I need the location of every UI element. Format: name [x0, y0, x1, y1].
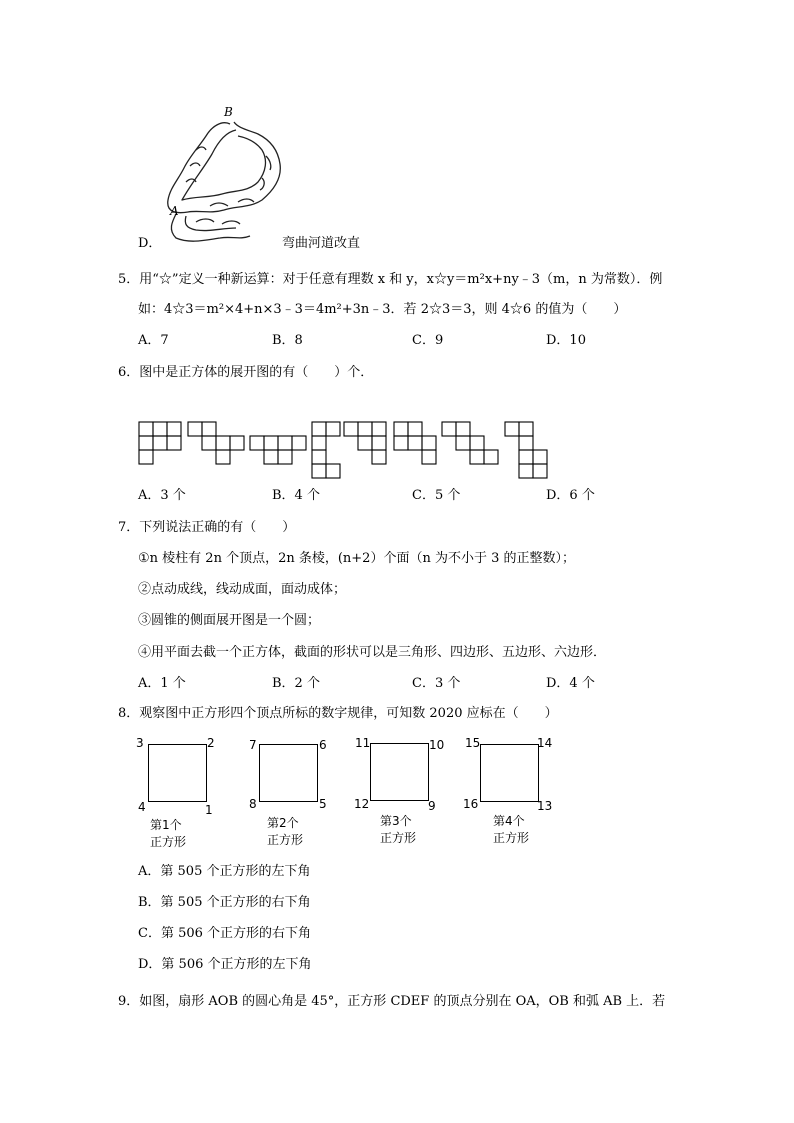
q7-stem: 7．下列说法正确的有（ ）: [118, 520, 296, 535]
q7-statement-4: ④用平面去截一个正方体，截面的形状可以是三角形、四边形、五边形、六边形．: [138, 645, 607, 660]
square-4-caption-2: 正方形: [493, 831, 530, 845]
square-4-bottom-right: 13: [537, 799, 553, 813]
q7-statement-1: ①n 棱柱有 2n 个顶点，2n 条棱，(n+2）个面（n 为不小于 3 的正整数）；: [138, 551, 575, 566]
square-2-bottom-right: 5: [319, 797, 327, 811]
q6-option-a[interactable]: A．3 个: [138, 488, 186, 503]
q7-option-a[interactable]: A．1 个: [138, 676, 186, 691]
square-1-top-right: 2: [207, 736, 215, 750]
square-1: [148, 744, 207, 802]
q6-stem: 6．图中是正方体的展开图的有（ ）个．: [118, 365, 374, 380]
square-2-caption-2: 正方形: [267, 833, 304, 847]
q8-option-d[interactable]: D．第 506 个正方形的左下角: [138, 957, 312, 972]
cube-net-7: [442, 422, 498, 464]
q5-option-b[interactable]: B．8: [272, 333, 303, 348]
square-2: [259, 744, 318, 802]
q7-statement-2: ②点动成线，线动成面，面动成体；: [138, 582, 347, 597]
square-3-caption-2: 正方形: [380, 831, 417, 845]
q4-option-d-label[interactable]: D．: [138, 236, 162, 251]
q8-option-c[interactable]: C．第 506 个正方形的右下角: [138, 926, 312, 941]
cube-net-4: [312, 422, 340, 478]
q5-stem-line1: 5．用“☆”定义一种新运算：对于任意有理数 x 和 y，x☆y＝m²x+ny﹣3（m，n 为常数）．例: [118, 272, 663, 287]
square-1-top-left: 3: [136, 736, 144, 750]
cube-net-6: [394, 422, 436, 464]
q7-option-b[interactable]: B．2 个: [272, 676, 320, 691]
square-1-bottom-right: 1: [205, 803, 213, 817]
point-a-label: A: [170, 204, 179, 218]
square-2-caption-1: 第2个: [267, 816, 299, 830]
square-1-caption-1: 第1个: [150, 818, 182, 832]
square-2-top-left: 7: [249, 738, 257, 752]
q9-stem-line1: 9．如图，扇形 AOB 的圆心角是 45°，正方形 CDEF 的顶点分别在 OA，OB 和弧 AB 上．若: [118, 994, 666, 1009]
q8-option-a[interactable]: A．第 505 个正方形的左下角: [138, 864, 311, 879]
square-3-caption-1: 第3个: [380, 814, 412, 828]
cube-net-5: [344, 422, 386, 464]
q6-option-d[interactable]: D．6 个: [546, 488, 595, 503]
point-b-label: B: [224, 105, 233, 119]
q5-option-a[interactable]: A．7: [138, 333, 169, 348]
q5-option-c[interactable]: C．9: [412, 333, 444, 348]
q4-option-d-text: 弯曲河道改直: [282, 236, 361, 251]
q7-option-d[interactable]: D．4 个: [546, 676, 595, 691]
square-4-bottom-left: 16: [463, 797, 479, 811]
cube-net-1: [139, 422, 181, 464]
square-1-caption-2: 正方形: [150, 835, 187, 849]
q7-option-c[interactable]: C．3 个: [412, 676, 461, 691]
cube-net-3: [250, 436, 306, 464]
square-2-bottom-left: 8: [249, 797, 257, 811]
square-4-top-right: 14: [537, 736, 553, 750]
q8-option-b[interactable]: B．第 505 个正方形的右下角: [138, 895, 311, 910]
cube-net-2: [188, 422, 244, 464]
square-3-bottom-left: 12: [354, 797, 370, 811]
q6-option-c[interactable]: C．5 个: [412, 488, 461, 503]
square-4: [480, 744, 539, 802]
square-1-bottom-left: 4: [138, 800, 146, 814]
square-3-top-left: 11: [355, 736, 371, 750]
square-2-top-right: 6: [319, 738, 327, 752]
q5-option-d[interactable]: D．10: [546, 333, 586, 348]
square-3-top-right: 10: [429, 738, 445, 752]
q8-stem: 8．观察图中正方形四个顶点所标的数字规律，可知数 2020 应标在（ ）: [118, 706, 558, 721]
q5-stem-line2: 如：4☆3＝m²×4+n×3﹣3＝4m²+3n﹣3．若 2☆3＝3，则 4☆6 的值为（ ）: [138, 302, 627, 317]
cube-net-8: [505, 422, 547, 478]
square-3: [370, 743, 429, 801]
square-4-top-left: 15: [465, 736, 481, 750]
square-4-caption-1: 第4个: [493, 814, 525, 828]
q6-option-b[interactable]: B．4 个: [272, 488, 320, 503]
q7-statement-3: ③圆锥的侧面展开图是一个圆；: [138, 613, 321, 628]
square-3-bottom-right: 9: [428, 799, 436, 813]
